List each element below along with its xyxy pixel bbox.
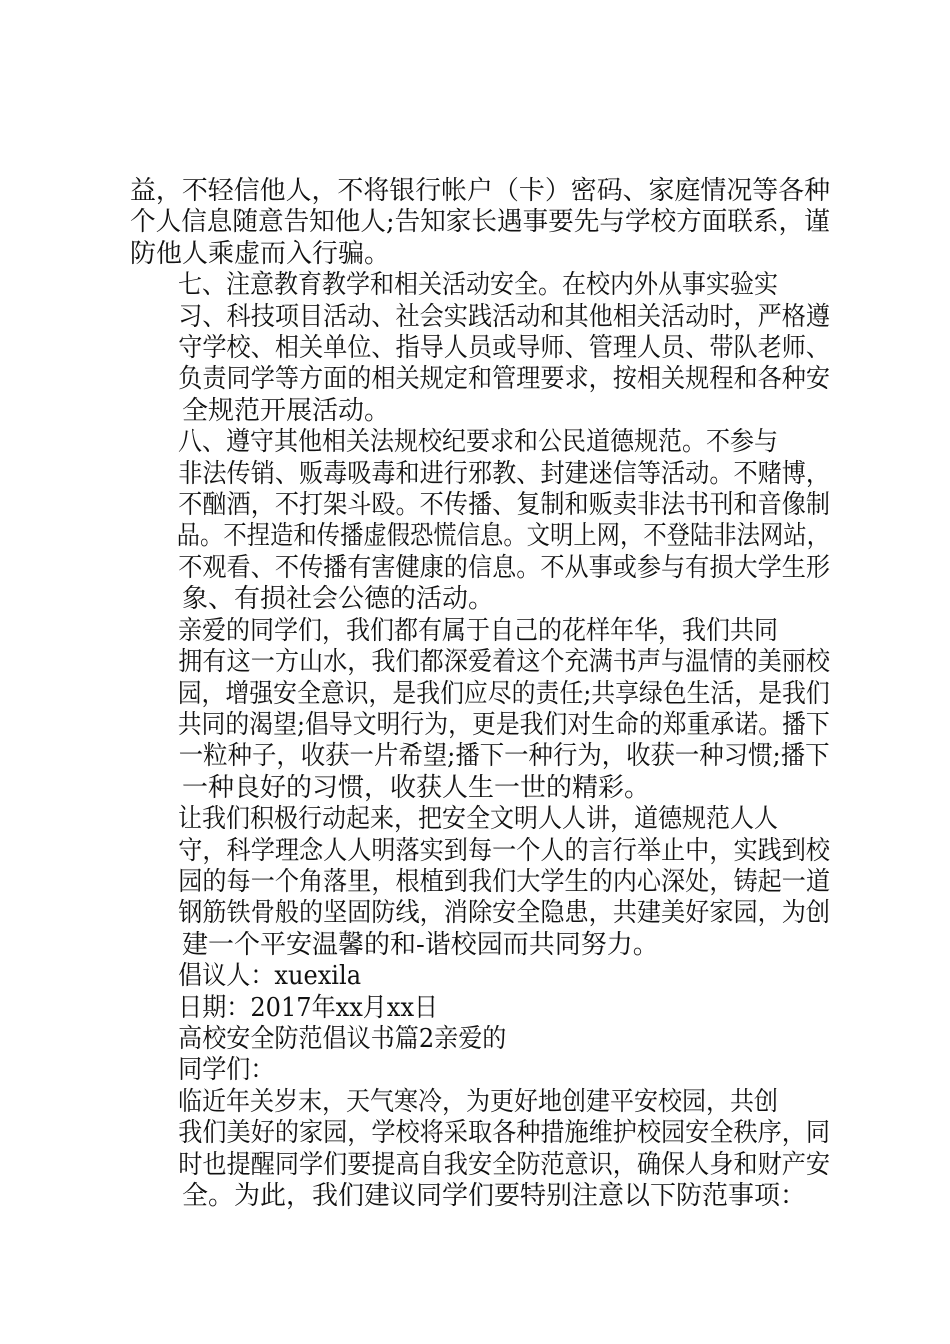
text-line: 守，科学理念人人明落实到每一个人的言行举止中，实践到校: [178, 835, 831, 866]
paragraph: [130, 427, 830, 615]
text-line: 临近年关岁末，天气寒冷，为更好地创建平安校园，共创: [178, 1086, 779, 1117]
text-line: 七、注意教育教学和相关活动安全。在校内外从事实验实: [178, 270, 779, 301]
text-line: 日期：2017年xx月xx日: [178, 992, 439, 1023]
text-line: 时也提醒同学们要提高自我安全防范意识，确保人身和财产安: [178, 1149, 831, 1180]
text-line: 共同的渴望;倡导文明行为，更是我们对生命的郑重承诺。播下: [177, 709, 830, 740]
text-line: 园的每一个角落里，根植到我们大学生的内心深处，铸起一道: [178, 866, 831, 897]
paragraph: [130, 1024, 830, 1055]
text-line: 建一个平安温馨的和-谐校园而共同努力。: [182, 929, 659, 960]
text-line: 高校安全防范倡议书篇2亲爱的: [178, 1023, 507, 1054]
text-line: 全规范开展活动。: [182, 395, 391, 426]
text-line: 我们美好的家园，学校将采取各种措施维护校园安全秩序，同: [178, 1118, 831, 1149]
text-line: 不观看、不传播有害健康的信息。不从事或参与有损大学生形: [178, 552, 831, 583]
paragraph: [130, 1087, 830, 1213]
paragraph: [130, 1055, 830, 1086]
paragraph: [130, 616, 830, 804]
paragraph: [130, 270, 830, 427]
text-line: 一种良好的习惯，收获人生一世的精彩。: [182, 772, 651, 803]
text-line: 守学校、相关单位、指导人员或导师、管理人员、带队老师、: [178, 333, 831, 364]
paragraph: [130, 993, 830, 1024]
text-line: 园，增强安全意识，是我们应尽的责任;共享绿色生活，是我们: [177, 678, 830, 709]
text-line: 不酗酒，不打架斗殴。不传播、复制和贩卖非法书刊和音像制: [178, 490, 831, 521]
document-body: [130, 176, 830, 1212]
paragraph: [130, 804, 830, 961]
text-line: 钢筋铁骨般的坚固防线，消除安全隐患，共建美好家园，为创: [178, 898, 831, 929]
text-line: 益，不轻信他人，不将银行帐户（卡）密码、家庭情况等各种: [130, 176, 831, 206]
text-line: 让我们积极行动起来，把安全文明人人讲，道德规范人人: [178, 804, 779, 835]
text-line: 品。不捏造和传播虚假恐慌信息。文明上网，不登陆非法网站，: [176, 521, 830, 552]
text-line: 一粒种子，收获一片希望;播下一种行为，收获一种习惯;播下: [178, 741, 830, 772]
text-line: 倡议人：xuexila: [178, 961, 362, 992]
paragraph: [130, 961, 830, 992]
text-line: 同学们：: [178, 1055, 275, 1086]
text-line: 拥有这一方山水，我们都深爱着这个充满书声与温情的美丽校: [178, 647, 831, 678]
paragraph: [130, 176, 830, 270]
text-line: 负责同学等方面的相关规定和管理要求，按相关规程和各种安: [178, 364, 831, 395]
text-line: 象、有损社会公德的活动。: [182, 584, 495, 615]
text-line: 八、遵守其他相关法规校纪要求和公民道德规范。不参与: [178, 427, 779, 458]
text-line: 亲爱的同学们，我们都有属于自己的花样年华，我们共同: [178, 615, 779, 646]
text-line: 全。为此，我们建议同学们要特别注意以下防范事项：: [182, 1181, 807, 1211]
text-line: 防他人乘虚而入行骗。: [130, 238, 391, 269]
text-line: 非法传销、贩毒吸毒和进行邪教、封建迷信等活动。不赌博，: [178, 458, 831, 489]
text-line: 习、科技项目活动、社会实践活动和其他相关活动时，严格遵: [178, 301, 831, 332]
text-line: 个人信息随意告知他人;告知家长遇事要先与学校方面联系，谨: [130, 207, 830, 238]
